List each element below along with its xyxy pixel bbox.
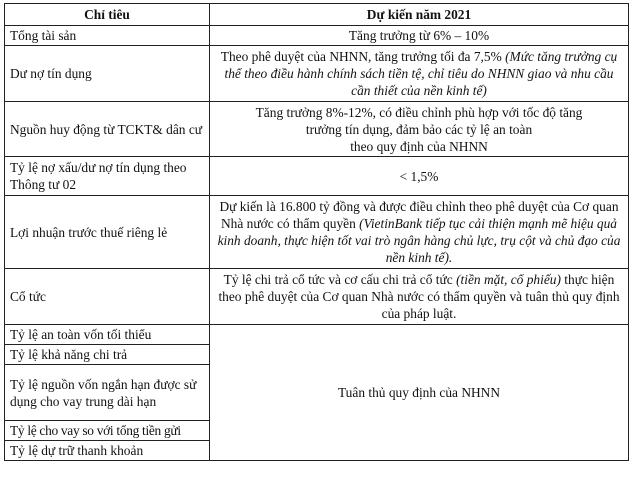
row-value-dividend: [210, 269, 629, 325]
row-label-ldr: Tỷ lệ cho vay so với tổng tiền gửi: [5, 421, 210, 441]
row-value-total-assets: Tăng trưởng từ 6% – 10%: [210, 26, 629, 46]
mobilized-line-3: theo quy định của NHNN: [350, 138, 488, 154]
row-label-car: Tỷ lệ an toàn vốn tối thiểu: [5, 325, 210, 345]
mobilized-line-1: Tăng trưởng 8%-12%, có điều chỉnh phù hợp với tốc độ tăng: [255, 104, 583, 120]
row-label-dividend: Cổ tức: [5, 269, 210, 325]
row-label-npl-ratio: Tỷ lệ nợ xấu/dư nợ tín dụng theo Thông tư 02: [5, 157, 210, 196]
row-label-pretax-profit: Lợi nhuận trước thuế riêng lẻ: [5, 196, 210, 269]
header-row: [5, 4, 629, 26]
table-row: [5, 325, 629, 345]
row-label-liquidity-reserve: Tỷ lệ dự trữ thanh khoản: [5, 441, 210, 461]
table-row: [5, 102, 629, 157]
row-value-npl-ratio: < 1,5%: [210, 157, 629, 196]
row-label-total-assets: Tổng tài sản: [5, 26, 210, 46]
dividend-note-text: (tiền mặt, cổ phiếu): [456, 272, 561, 287]
header-plan-2021: Dự kiến năm 2021: [210, 4, 629, 26]
row-value-pretax-profit: [210, 196, 629, 269]
profit-note-text: (VietinBank tiếp tục cải thiện mạnh mẽ hiệu quả kinh doanh, thực hiện tốt vai trò ngân hàng chủ lực, trụ cột và chủ đạo của nền kinh tế).: [217, 216, 621, 265]
table-row: [5, 157, 629, 196]
row-label-mobilized-funds: Nguồn huy động từ TCKT& dân cư: [5, 102, 210, 157]
header-indicator: Chỉ tiêu: [5, 4, 210, 26]
table-row: [5, 46, 629, 102]
row-label-credit: Dư nợ tín dụng: [5, 46, 210, 102]
plan-table: [4, 3, 629, 461]
row-label-short-term-funding: Tỷ lệ nguồn vốn ngắn hạn được sử dụng cho vay trung dài hạn: [5, 365, 210, 421]
dividend-rest-text: thực hiện theo phê duyệt của Cơ quan Nhà nước có thẩm quyền và tuân thủ quy định của pháp luật.: [218, 272, 620, 321]
merged-value-compliance: Tuân thủ quy định của NHNN: [210, 325, 629, 461]
row-value-mobilized-funds: [210, 102, 629, 157]
dividend-main-text: Tỷ lệ chi trả cổ tức và cơ cấu chi trả cổ tức: [223, 272, 457, 287]
row-label-liquidity-ratio: Tỷ lệ khả năng chi trả: [5, 345, 210, 365]
row-value-credit: [210, 46, 629, 102]
profit-main-text: Dự kiến là 16.800 tỷ đồng và được điều chỉnh theo phê duyệt của Cơ quan Nhà nước có thẩm quyền: [219, 199, 619, 231]
credit-main-text: Theo phê duyệt của NHNN, tăng trưởng tối đa 7,5%: [220, 49, 506, 64]
mobilized-line-2: trưởng tín dụng, đảm bảo các tỷ lệ an toàn: [305, 121, 533, 137]
table-row: [5, 269, 629, 325]
credit-note-text: (Mức tăng trưởng cụ thể theo điều hành chính sách tiền tệ, chỉ tiêu do NHNN giao và nhu cầu cần thiết của nền kinh tế): [224, 49, 618, 98]
table-row: [5, 26, 629, 46]
table-row: [5, 196, 629, 269]
